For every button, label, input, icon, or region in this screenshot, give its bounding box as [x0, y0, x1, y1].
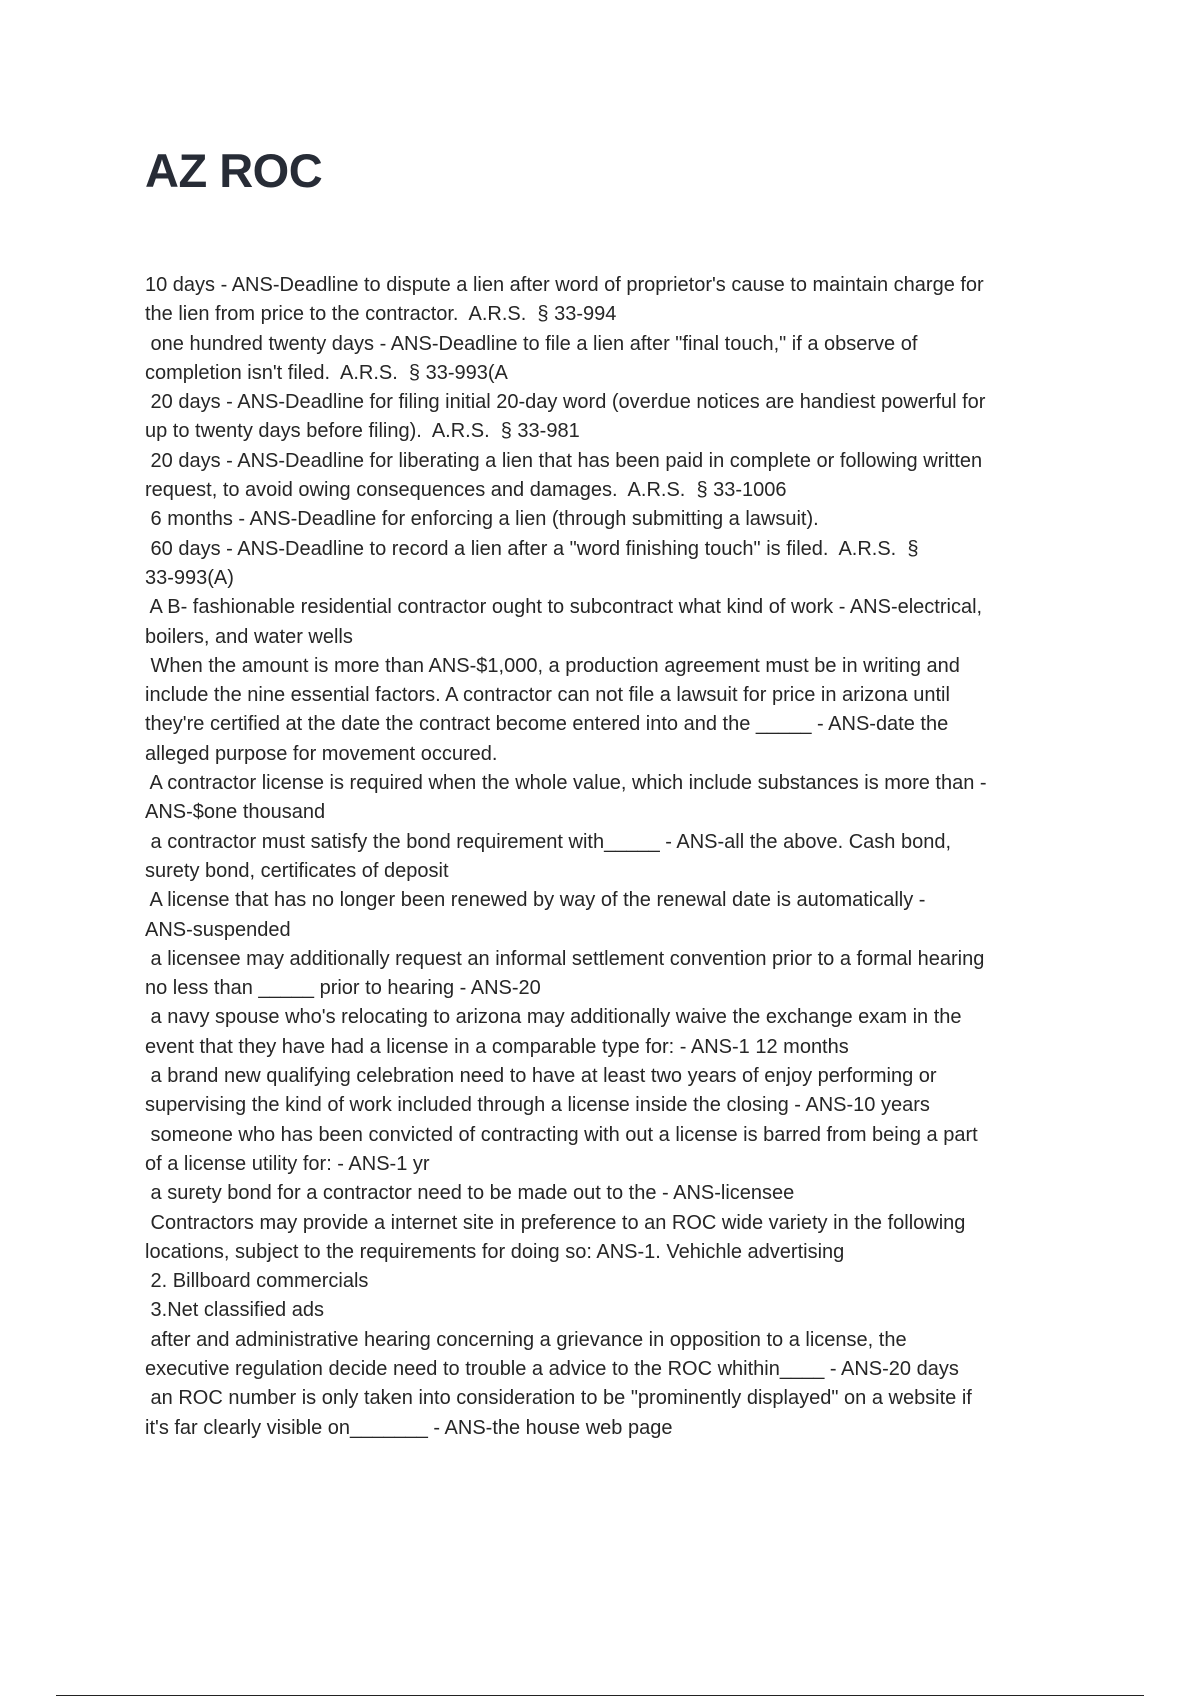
text-line: a surety bond for a contractor need to be made out to the - ANS-licensee: [145, 1182, 795, 1205]
text-line: no less than _____ prior to hearing - ANS-20: [145, 977, 541, 1000]
footer-divider: [56, 1695, 1144, 1696]
text-line: include the nine essential factors. A contractor can not file a lawsuit for price in arizona until: [145, 684, 950, 707]
text-line: 3.Net classified ads: [145, 1299, 324, 1322]
text-line: ANS-suspended: [145, 918, 291, 941]
text-line: after and administrative hearing concerning a grievance in opposition to a license, the: [145, 1328, 907, 1351]
text-line: locations, subject to the requirements for doing so: ANS-1. Vehichle advertising: [145, 1240, 845, 1263]
text-line: of a license utility for: - ANS-1 yr: [145, 1152, 430, 1175]
text-line: an ROC number is only taken into consideration to be "prominently displayed" on a website if: [145, 1387, 972, 1410]
text-line: it's far clearly visible on_______ - ANS-the house web page: [145, 1416, 673, 1439]
text-line: ANS-$one thousand: [145, 801, 326, 824]
text-line: A B- fashionable residential contractor ought to subcontract what kind of work - ANS-electrical,: [145, 596, 983, 619]
text-line: boilers, and water wells: [145, 625, 353, 648]
document-title: AZ ROC: [145, 144, 323, 197]
text-line: executive regulation decide need to trouble a advice to the ROC whithin____ - ANS-20 days: [145, 1357, 959, 1380]
text-line: 10 days - ANS-Deadline to dispute a lien after word of proprietor's cause to maintain charge for: [145, 274, 984, 296]
text-line: surety bond, certificates of deposit: [145, 859, 449, 882]
text-line: supervising the kind of work included through a license inside the closing - ANS-10 years: [145, 1094, 930, 1117]
text-line: 20 days - ANS-Deadline for liberating a lien that has been paid in complete or following written: [145, 449, 983, 472]
text-line: one hundred twenty days - ANS-Deadline to file a lien after "final touch," if a observe of: [145, 332, 918, 355]
text-line: they're certified at the date the contract become entered into and the _____ - ANS-date the: [145, 713, 949, 736]
text-line: a brand new qualifying celebration need to have at least two years of enjoy performing or: [145, 1065, 937, 1088]
text-line: 6 months - ANS-Deadline for enforcing a lien (through submitting a lawsuit).: [145, 508, 819, 531]
text-line: someone who has been convicted of contracting with out a license is barred from being a part: [145, 1123, 978, 1146]
text-line: event that they have had a license in a comparable type for: - ANS-1 12 months: [145, 1035, 849, 1058]
document-body: [145, 271, 1085, 1443]
text-line: 60 days - ANS-Deadline to record a lien after a "word finishing touch" is filed. A.R.S. §: [145, 537, 919, 560]
text-line: a contractor must satisfy the bond requirement with_____ - ANS-all the above. Cash bond,: [145, 830, 951, 853]
text-line: the lien from price to the contractor. A.R.S. § 33-994: [145, 303, 617, 326]
text-line: 20 days - ANS-Deadline for filing initial 20-day word (overdue notices are handiest powerful for: [145, 391, 986, 414]
text-line: completion isn't filed. A.R.S. § 33-993(A: [145, 361, 508, 384]
text-line: request, to avoid owing consequences and damages. A.R.S. § 33-1006: [145, 479, 787, 502]
text-line: Contractors may provide a internet site in preference to an ROC wide variety in the following: [145, 1211, 966, 1234]
text-line: alleged purpose for movement occured.: [145, 742, 498, 765]
text-line: A license that has no longer been renewed by way of the renewal date is automatically -: [145, 889, 926, 912]
text-line: A contractor license is required when the whole value, which include substances is more than -: [145, 772, 987, 795]
text-line: 2. Billboard commercials: [145, 1270, 369, 1293]
text-line: 33-993(A): [145, 566, 234, 589]
text-line: a navy spouse who's relocating to arizona may additionally waive the exchange exam in the: [145, 1006, 962, 1029]
text-line: When the amount is more than ANS-$1,000, a production agreement must be in writing and: [145, 654, 960, 677]
text-line: a licensee may additionally request an informal settlement convention prior to a formal hearing: [145, 947, 985, 970]
text-line: up to twenty days before filing). A.R.S. § 33-981: [145, 420, 580, 443]
